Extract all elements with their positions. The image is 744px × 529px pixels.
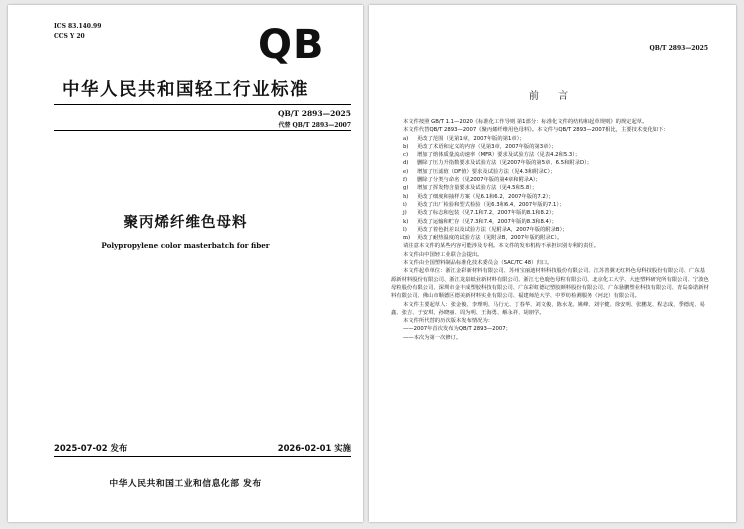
paragraph: 本文件起草单位：浙江金彩新材料有限公司、苏州宝丽迪材料科技股份有限公司、江苏善翼无红料色母科技股份有限公司、广东基源新材料股份有限公司、浙江龙泉纸业新材料有限公司、浙江七色鹿色母粒有限公司、北京化工大学、大连塑料研究所有限公司、宁波色母粒股份有限公司、深圳市金丰成塑胶科技有限公司、广东彩虹德记塑胶颜料股份有限公司、广东悬鹏塑业科技有限公司、青岛泰诺新材料有限公司、佛山市顺德区德美新材料实业有限公司、福建师范大学、中罗纺检测服务（河北）有限公司。 <box>391 268 709 300</box>
document-title-en: Polypropylene color masterbatch for fiber <box>101 241 270 250</box>
implement-date: 2026-02-01 实施 <box>277 443 351 453</box>
list-item: k) 更改了运输和贮存（见7.3和7.4，2007年版的8.3和8.4）； <box>403 218 557 225</box>
publish-date: 2025-07-02 发布 <box>54 443 128 453</box>
list-item: l) 更改了着色批差以及试验方法（见附录A，2007年版的附录B）； <box>403 226 568 233</box>
list-item: a) 更改了范围（见第1章，2007年版的第1章）； <box>403 135 525 142</box>
replaces-standard: 代替 QB/T 2893—2007 <box>278 122 351 129</box>
list-item: h) 更改了细度和抽样方案（见6.1和6.2，2007年版的7.2）； <box>403 193 554 200</box>
list-item: c) 增加了熔体质量流动速率（MFR）要求及试验方法（见表4.2和5.3）； <box>403 152 581 159</box>
list-item: b) 更改了术语和定义的内容（见第3章，2007年版的第3章）； <box>403 143 557 150</box>
ccs-code: CCS Y 20 <box>54 33 85 40</box>
foreword-page <box>369 5 736 522</box>
list-item: e) 增加了压滤值（DF值）要求及试验方法（见4.3和附录C）； <box>403 168 556 175</box>
footer-divider <box>54 456 351 457</box>
publisher: 中华人民共和国工业和信息化部 发布 <box>109 479 262 489</box>
paragraph: 本文件按照 GB/T 1.1—2020《标准化工作导则 第1部分：标准化文件的结构和起草规则》的规定起草。 <box>403 119 648 125</box>
history-item: ——2007年首次发布为QB/T 2893—2007； <box>403 326 511 333</box>
foreword-body <box>391 118 710 342</box>
paragraph: 本文件代替QB/T 2893—2007《聚丙烯纤维用色母料》。本文件与QB/T 2893—2007相比，主要技术变化如下： <box>403 127 669 134</box>
list-item: d) 删除了压力升指数要求及试验方法（见2007年版的第5章、6.5和附录D）； <box>403 160 593 167</box>
paragraph: 本文件所代替的历次版本发布情况为： <box>403 318 494 325</box>
list-item: m) 更改了耐热温度的试验方法（见附录B，2007年版的附录C）。 <box>403 235 563 242</box>
standard-number: QB/T 2893—2025 <box>277 109 351 118</box>
history-item: ——本次为第一次修订。 <box>403 334 462 341</box>
ics-code: ICS 83.140.99 <box>54 23 102 30</box>
top-divider <box>54 104 351 105</box>
document-title-cn: 聚丙烯纤维色母料 <box>123 215 248 231</box>
foreword-title: 前 言 <box>528 91 577 102</box>
header-divider <box>54 130 351 131</box>
page-header-number: QB/T 2893—2025 <box>649 45 708 52</box>
paragraph: 本文件由全国塑料制品标准化技术委员会（SAC/TC 48）归口。 <box>403 260 553 267</box>
list-item: f) 删除了分类与命名（见2007年版的第4章和附录A）； <box>403 177 541 184</box>
paragraph: 本文件由中国轻工业联合会提出。 <box>403 251 483 258</box>
paragraph: 本文件主要起草人：张金俊、李理明、马行元、丁春华、刘文俊、陈水龙、姚峰、刘宇健、徐安明、张鹏龙、程志成、季德虎、易鑫、张吉、于安琪、孙晓丽、周为明、王海勇、解永祥、胡朋学。 <box>391 301 705 316</box>
cover-page <box>8 5 363 522</box>
qb-logo: QB <box>258 22 325 68</box>
list-item: i) 更改了出厂检验和型式检验（见6.3和6.4，2007年版的7.1）； <box>403 201 565 208</box>
paragraph: 请注意本文件的某些内容可能涉及专利。本文件的发布机构不承担识别专利的责任。 <box>403 243 599 250</box>
list-item: g) 增加了挥发物含量要求及试验方法（见4.5和5.8）； <box>403 185 538 192</box>
list-item: j) 更改了标志和包装（见7.1和7.2，2007年版的8.1和8.2）； <box>403 210 557 217</box>
industry-standard-title: 中华人民共和国轻工行业标准 <box>62 80 309 100</box>
